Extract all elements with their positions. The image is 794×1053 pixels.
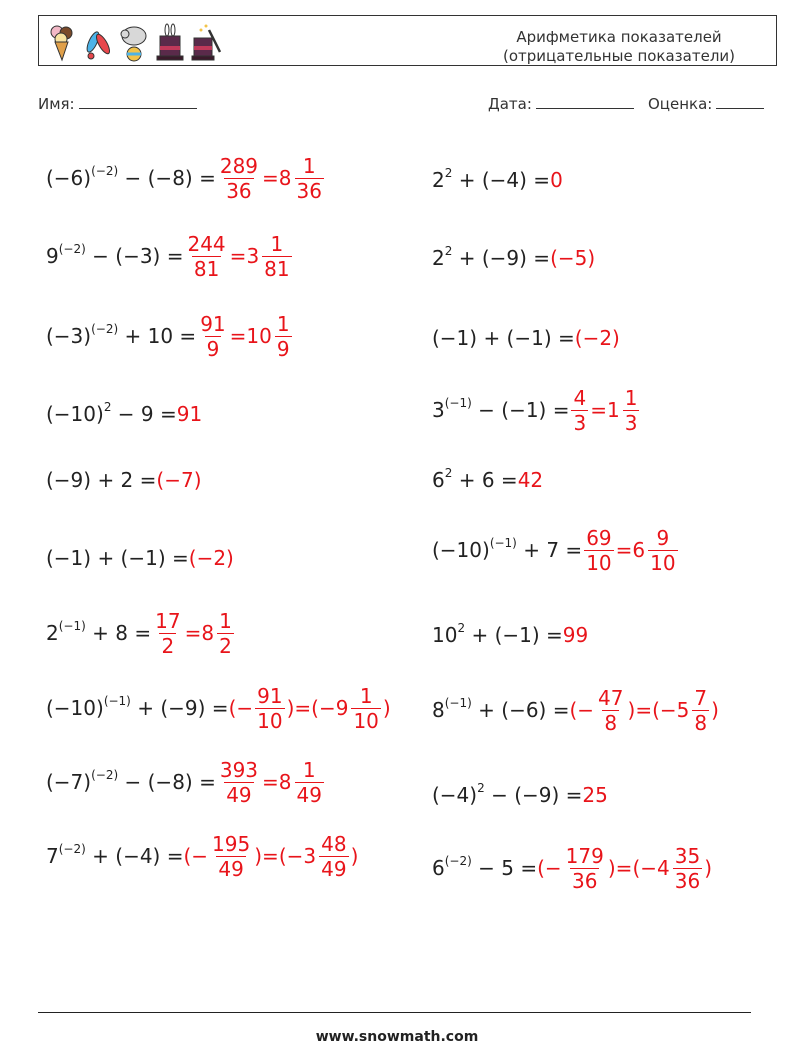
expression-rest: + (−1) = — [465, 623, 563, 647]
answer-paren: (− — [183, 844, 209, 868]
answer-paren: (− — [537, 856, 562, 880]
answer-value: 99 — [562, 623, 589, 647]
expression-rest: + (−4) = — [452, 168, 551, 192]
numerator: 17 — [155, 608, 181, 633]
expression-exponent: 2 — [444, 466, 453, 481]
numerator: 1 — [624, 385, 638, 410]
problem-item — [432, 380, 641, 440]
expression-text: (−1) + (−1) = — [46, 546, 189, 570]
numerator: 4 — [573, 385, 587, 410]
mixed-whole: 3 — [303, 844, 317, 868]
expression-rest: + (−9) = — [452, 246, 551, 270]
problem-expression — [46, 696, 229, 720]
denominator: 49 — [321, 856, 347, 881]
answer-paren: ) — [286, 696, 295, 720]
denominator: 3 — [624, 410, 638, 435]
ice-cream-icon — [47, 22, 77, 62]
numerator: 1 — [302, 757, 316, 782]
answer-equals: = — [590, 398, 607, 422]
date-label: Дата: — [488, 95, 532, 113]
problem-item — [46, 306, 294, 366]
answer — [550, 168, 563, 192]
answer-equals: = — [262, 844, 279, 868]
answer — [216, 757, 326, 807]
worksheet-header — [38, 15, 777, 66]
answer-paren: ) — [350, 844, 359, 868]
expression-rest: − (−3) = — [85, 244, 184, 268]
expression-rest: + (−9) = — [130, 696, 229, 720]
denominator: 9 — [276, 336, 290, 361]
denominator: 10 — [353, 708, 379, 733]
problem-expression — [432, 698, 569, 722]
numerator: 1 — [270, 231, 284, 256]
answer — [569, 385, 641, 435]
answer-paren: ) — [711, 698, 719, 722]
answer-equals: = — [635, 698, 653, 722]
problem-expression — [46, 546, 189, 570]
answer-equals: = — [262, 166, 279, 190]
mixed-fraction — [217, 608, 234, 658]
problem-item — [432, 228, 595, 288]
problem-item — [46, 148, 326, 208]
numerator: 393 — [219, 757, 259, 782]
denominator: 49 — [226, 782, 252, 807]
expression-exponent: (−2) — [444, 854, 472, 869]
expression-exponent: 2 — [477, 781, 485, 796]
expression-base: (−4) — [432, 783, 478, 807]
mixed-whole: 6 — [632, 538, 646, 562]
answer — [575, 326, 620, 350]
denominator: 10 — [586, 550, 612, 575]
problem-item — [432, 680, 719, 740]
problem-item — [46, 226, 294, 286]
expression-base: (−3) — [46, 324, 92, 348]
problem-expression — [432, 168, 550, 192]
denominator: 36 — [296, 178, 322, 203]
mixed-whole: 8 — [201, 621, 215, 645]
name-field[interactable] — [38, 94, 197, 113]
elephant-on-ball-icon — [119, 22, 149, 62]
answer-paren: (− — [652, 698, 677, 722]
answer-equals: = — [229, 244, 247, 268]
answer-fraction — [571, 385, 588, 435]
answer-equals: = — [615, 856, 633, 880]
answer-fraction — [210, 831, 252, 881]
problem-item — [432, 308, 620, 368]
expression-rest: − (−8) = — [118, 166, 216, 190]
denominator: 10 — [650, 550, 676, 575]
mixed-whole: 5 — [676, 698, 690, 722]
mixed-whole: 10 — [246, 324, 272, 348]
expression-rest: − (−8) = — [118, 770, 216, 794]
answer-equals: = — [184, 621, 202, 645]
magic-hat-icon — [155, 22, 185, 62]
denominator: 9 — [206, 336, 220, 361]
denominator: 2 — [161, 633, 175, 658]
expression-exponent: (−1) — [444, 696, 472, 711]
problem-expression — [432, 856, 537, 880]
denominator: 81 — [264, 256, 290, 281]
mixed-whole: 4 — [657, 856, 670, 880]
denominator: 49 — [296, 782, 322, 807]
date-field[interactable] — [488, 94, 634, 113]
answer-paren: ) — [382, 696, 391, 720]
problem-expression — [46, 402, 177, 426]
problem-item — [46, 752, 326, 812]
problem-expression — [46, 244, 183, 268]
grade-blank[interactable] — [716, 94, 764, 109]
problem-expression — [46, 770, 216, 794]
answer-paren: ) — [704, 856, 712, 880]
expression-exponent: 2 — [103, 400, 112, 415]
problem-item — [46, 384, 202, 444]
expression-rest: + (−6) = — [471, 698, 570, 722]
expression-base: (−7) — [46, 770, 92, 794]
denominator: 36 — [226, 178, 252, 203]
answer-value: 42 — [517, 468, 544, 492]
problem-expression — [432, 468, 518, 492]
mixed-fraction — [262, 231, 291, 281]
numerator: 244 — [187, 231, 226, 256]
mixed-fraction — [623, 385, 640, 435]
problem-expression — [46, 844, 183, 868]
header-icons — [47, 20, 221, 64]
expression-base: (−10) — [46, 696, 104, 720]
expression-exponent: (−2) — [91, 164, 119, 179]
answer-fraction — [218, 757, 260, 807]
expression-rest: − (−9) = — [484, 783, 583, 807]
answer-fraction — [218, 153, 260, 203]
expression-rest: + 7 = — [516, 538, 583, 562]
answer — [177, 402, 202, 426]
problem-item — [46, 603, 236, 663]
answer-paren: ) — [607, 856, 616, 880]
numerator: 289 — [219, 153, 259, 178]
expression-exponent: 2 — [457, 621, 466, 636]
problem-item — [46, 678, 391, 738]
answer — [582, 525, 679, 575]
numerator: 1 — [219, 608, 232, 633]
footer-divider — [38, 1012, 751, 1013]
answer-paren: ) — [254, 844, 263, 868]
numerator: 47 — [598, 685, 624, 710]
expression-exponent: (−2) — [91, 322, 119, 337]
footer-url: www.snowmath.com — [315, 1029, 479, 1045]
answer — [183, 231, 293, 281]
answer-value: (−7) — [156, 468, 202, 492]
problem-item — [432, 150, 563, 210]
answer-equals: = — [229, 324, 247, 348]
numerator: 9 — [656, 525, 670, 550]
answer-paren: (− — [311, 696, 336, 720]
answer — [151, 608, 236, 658]
answer-fraction — [564, 843, 606, 893]
mixed-fraction — [692, 685, 709, 735]
answer — [582, 783, 607, 807]
problem-expression — [432, 623, 563, 647]
expression-rest: − (−1) = — [471, 398, 570, 422]
expression-rest: − 9 = — [111, 402, 177, 426]
magic-hat-wand-icon — [191, 22, 221, 62]
problem-expression — [432, 538, 582, 562]
expression-text: (−9) + 2 = — [46, 468, 157, 492]
expression-exponent: (−1) — [444, 396, 472, 411]
problem-item — [46, 528, 234, 588]
name-blank[interactable] — [79, 94, 197, 109]
answer — [228, 683, 391, 733]
expression-base: 2 — [432, 246, 445, 270]
denominator: 8 — [694, 710, 708, 735]
numerator: 7 — [694, 685, 708, 710]
problem-expression — [46, 324, 196, 348]
answer-fraction — [153, 608, 182, 658]
expression-base: (−6) — [46, 166, 92, 190]
denominator: 36 — [674, 868, 701, 893]
numerator: 179 — [565, 843, 604, 868]
mixed-fraction — [673, 843, 702, 893]
mixed-fraction — [295, 153, 324, 203]
problem-item — [46, 450, 202, 510]
mixed-whole: 3 — [246, 244, 260, 268]
expression-base: 3 — [432, 398, 445, 422]
numerator: 195 — [212, 831, 251, 856]
problem-item — [432, 520, 680, 580]
denominator: 8 — [604, 710, 618, 735]
expression-rest: + 6 = — [452, 468, 518, 492]
answer-equals: = — [262, 770, 279, 794]
answer — [550, 246, 595, 270]
answer-value: (−2) — [188, 546, 234, 570]
answer-paren: (− — [228, 696, 254, 720]
expression-exponent: (−1) — [103, 694, 131, 709]
expression-exponent: (−2) — [58, 242, 86, 257]
expression-exponent: 2 — [444, 166, 453, 181]
answer — [189, 546, 234, 570]
answer — [216, 153, 326, 203]
answer-equals: = — [615, 538, 633, 562]
problem-item — [432, 838, 712, 898]
problem-expression — [46, 621, 151, 645]
problem-item — [432, 450, 543, 510]
answer — [196, 311, 293, 361]
answer — [569, 685, 719, 735]
grade-field[interactable] — [648, 94, 764, 113]
answer-fraction — [198, 311, 227, 361]
numerator: 91 — [200, 311, 226, 336]
date-blank[interactable] — [536, 94, 634, 109]
name-label: Имя: — [38, 95, 75, 113]
denominator: 36 — [572, 868, 598, 893]
numerator: 91 — [257, 683, 283, 708]
expression-exponent: (−2) — [58, 842, 86, 857]
expression-base: 8 — [432, 698, 445, 722]
problem-expression — [46, 468, 156, 492]
answer-equals: = — [294, 696, 312, 720]
answer-fraction — [596, 685, 625, 735]
answer-paren: (− — [632, 856, 657, 880]
expression-exponent: (−1) — [58, 619, 86, 634]
expression-exponent: (−2) — [91, 768, 119, 783]
answer-value: 0 — [550, 168, 563, 192]
answer-value: 91 — [176, 402, 203, 426]
expression-base: 6 — [432, 468, 445, 492]
answer — [518, 468, 543, 492]
numerator: 1 — [302, 153, 316, 178]
expression-rest: + 8 = — [85, 621, 152, 645]
problem-expression — [432, 246, 550, 270]
answer — [156, 468, 201, 492]
mixed-fraction — [351, 683, 380, 733]
answer-value: 25 — [582, 783, 608, 807]
mixed-whole: 9 — [335, 696, 349, 720]
expression-rest: + 10 = — [118, 324, 197, 348]
expression-exponent: (−1) — [489, 536, 517, 551]
expression-base: 9 — [46, 244, 59, 268]
mixed-fraction — [295, 757, 324, 807]
denominator: 49 — [218, 856, 244, 881]
numerator: 69 — [586, 525, 612, 550]
mixed-whole: 1 — [606, 398, 620, 422]
problem-expression — [46, 166, 216, 190]
answer-fraction — [185, 231, 227, 281]
numerator: 1 — [359, 683, 373, 708]
answer-value: (−2) — [574, 326, 620, 350]
mixed-fraction — [648, 525, 677, 575]
problem-expression — [432, 783, 582, 807]
answer-paren: (− — [278, 844, 304, 868]
problem-expression — [432, 326, 575, 350]
answer-paren: ) — [627, 698, 636, 722]
title-main: Арифметика показателей — [516, 28, 722, 46]
problem-item — [432, 605, 588, 665]
answer — [537, 843, 712, 893]
numerator: 48 — [321, 831, 347, 856]
mixed-fraction — [275, 311, 292, 361]
numerator: 35 — [674, 843, 701, 868]
grade-label: Оценка: — [648, 95, 713, 113]
expression-base: (−10) — [46, 402, 104, 426]
denominator: 2 — [219, 633, 232, 658]
expression-exponent: 2 — [444, 244, 453, 259]
numerator: 1 — [276, 311, 290, 336]
mixed-whole: 8 — [278, 770, 292, 794]
answer-fraction — [584, 525, 613, 575]
answer — [563, 623, 588, 647]
expression-base: 6 — [432, 856, 445, 880]
denominator: 81 — [193, 256, 220, 281]
answer-fraction — [255, 683, 284, 733]
worksheet-title — [469, 28, 769, 66]
answer-paren: (− — [569, 698, 595, 722]
mixed-fraction — [319, 831, 348, 881]
title-subtitle: (отрицательные показатели) — [502, 47, 736, 65]
denominator: 3 — [573, 410, 587, 435]
mixed-whole: 8 — [278, 166, 292, 190]
expression-base: 7 — [46, 844, 59, 868]
problem-expression — [432, 398, 569, 422]
denominator: 10 — [257, 708, 283, 733]
expression-base: 2 — [432, 168, 445, 192]
expression-rest: − 5 = — [471, 856, 538, 880]
expression-text: (−1) + (−1) = — [432, 326, 575, 350]
expression-rest: + (−4) = — [85, 844, 184, 868]
expression-base: (−10) — [432, 538, 490, 562]
answer — [183, 831, 359, 881]
expression-base: 2 — [46, 621, 59, 645]
expression-base: 10 — [432, 623, 458, 647]
answer-value: (−5) — [550, 246, 596, 270]
problem-item — [46, 826, 358, 886]
juggling-clubs-icon — [83, 22, 113, 62]
problem-item — [432, 765, 608, 825]
